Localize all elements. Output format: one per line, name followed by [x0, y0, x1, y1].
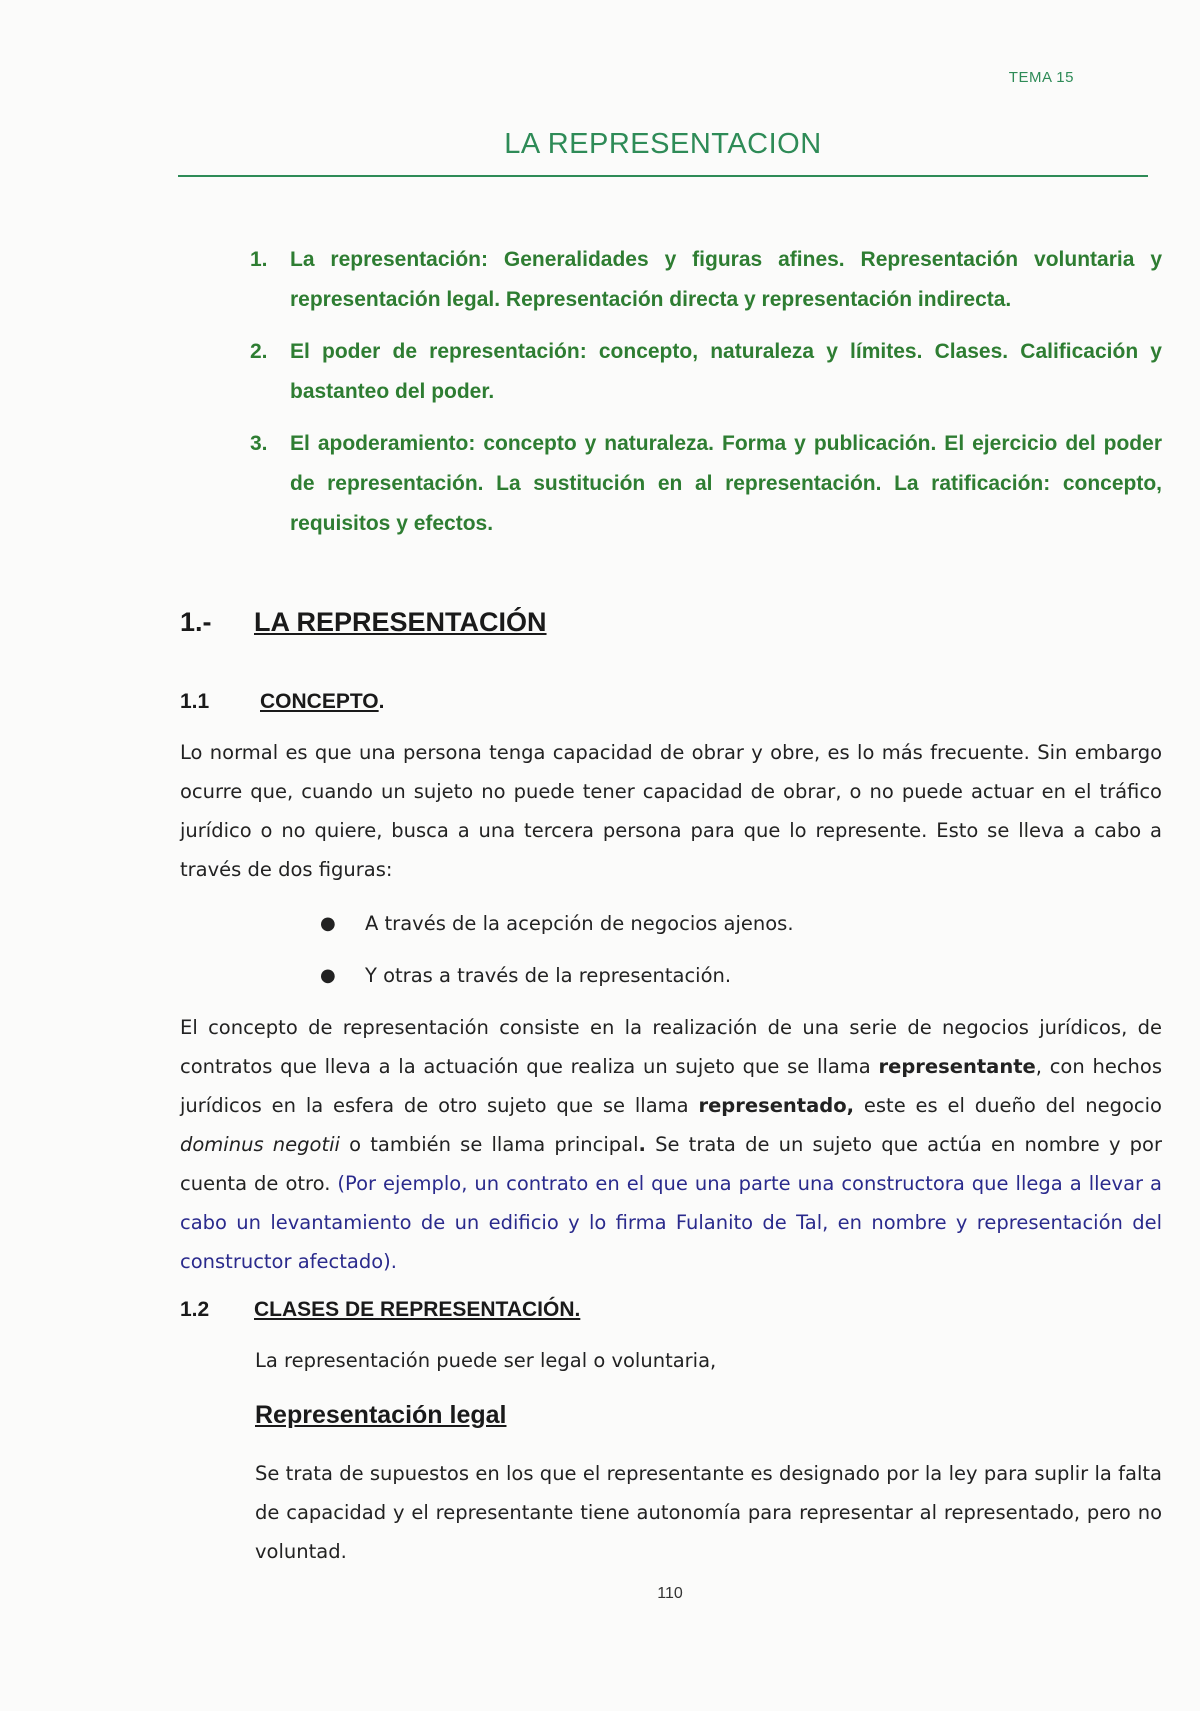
bullet-icon: ● [320, 964, 336, 986]
bold-term-representante: representante [878, 1055, 1036, 1078]
section-title: LA REPRESENTACIÓN [254, 607, 547, 637]
paragraph-concept [180, 1008, 1162, 1281]
toc-item-1 [250, 240, 1162, 320]
toc-item-number: 2. [250, 340, 268, 363]
topic-label: TEMA 15 [1008, 69, 1074, 86]
subsection-title-wrap [260, 690, 384, 714]
toc-item-text: El apoderamiento: concepto y naturaleza. Forma y publicación. El ejercicio del poder de representación. La sustitución en al representación. La ratificación: concepto, requisitos y efectos. [290, 432, 1162, 535]
subsection-title: CONCEPTO [260, 690, 379, 713]
subsection-title: CLASES DE REPRESENTACIÓN. [254, 1298, 581, 1321]
bullet-list [320, 897, 794, 1001]
toc-item-number: 3. [250, 432, 268, 455]
text-run: , con hechos jurídicos en la esfera de otro sujeto que se llama [180, 1055, 1162, 1117]
toc-item-text: El poder de representación: concepto, naturaleza y límites. Clases. Calificación y bastanteo del poder. [290, 340, 1162, 403]
list-item-text: Y otras a través de la representación. [365, 963, 732, 987]
list-item-text: A través de la acepción de negocios ajenos. [365, 911, 794, 935]
bold-period: . [638, 1133, 646, 1156]
subsection-heading-clases [180, 1298, 580, 1322]
italic-term-dominus-negotii: dominus negotii [180, 1133, 340, 1156]
document-title: LA REPRESENTACION [504, 128, 822, 160]
text-run: este es el dueño del negocio [854, 1094, 1162, 1117]
paragraph-representacion-legal: Se trata de supuestos en los que el representante es designado por la ley para suplir la falta de capacidad y el representante tiene autonomía para representar al representado, pero no voluntad. [255, 1462, 1162, 1563]
bold-term-representado: representado, [698, 1094, 855, 1117]
subsection-heading-concepto [180, 690, 384, 714]
table-of-contents [250, 240, 1162, 556]
title-underline-rule [178, 175, 1148, 177]
subsection-number: 1.2 [180, 1298, 210, 1321]
list-item [320, 897, 794, 949]
list-item [320, 949, 794, 1001]
page-number: 110 [657, 1585, 683, 1602]
paragraph-intro: Lo normal es que una persona tenga capacidad de obrar y obre, es lo más frecuente. Sin embargo ocurre que, cuando un sujeto no puede tener capacidad de obrar, o no puede actuar en el tráfico jurídico o no quiere, busca a una tercera persona para que lo represente. Esto se lleva a cabo a través de dos figuras: [180, 741, 1162, 881]
bullet-icon: ● [320, 912, 336, 934]
heading-representacion-legal: Representación legal [255, 1401, 507, 1429]
subsection-title-period: . [378, 690, 385, 713]
subsection-number: 1.1 [180, 690, 210, 713]
toc-item-3 [250, 424, 1162, 544]
toc-item-number: 1. [250, 248, 268, 271]
toc-item-2 [250, 332, 1162, 412]
paragraph-clases: La representación puede ser legal o voluntaria, [255, 1349, 717, 1372]
text-run: El concepto de representación consiste en la realización de una serie de negocios jurídicos, de contratos que lleva a la actuación que realiza un sujeto que se llama [180, 1016, 1162, 1078]
section-heading [180, 607, 547, 638]
toc-item-text: La representación: Generalidades y figuras afines. Representación voluntaria y representación legal. Representación directa y representación indirecta. [290, 248, 1162, 311]
section-number: 1.- [180, 607, 212, 637]
text-run: Se trata de un sujeto que actúa en nombre y por cuenta de otro. [180, 1133, 1162, 1195]
text-run: o también se llama principal [339, 1133, 639, 1156]
example-text: (Por ejemplo, un contrato en el que una parte una constructora que llega a llevar a cabo un levantamiento de un edificio y lo firma Fulanito de Tal, en nombre y representación del constructor afectado). [180, 1172, 1162, 1273]
